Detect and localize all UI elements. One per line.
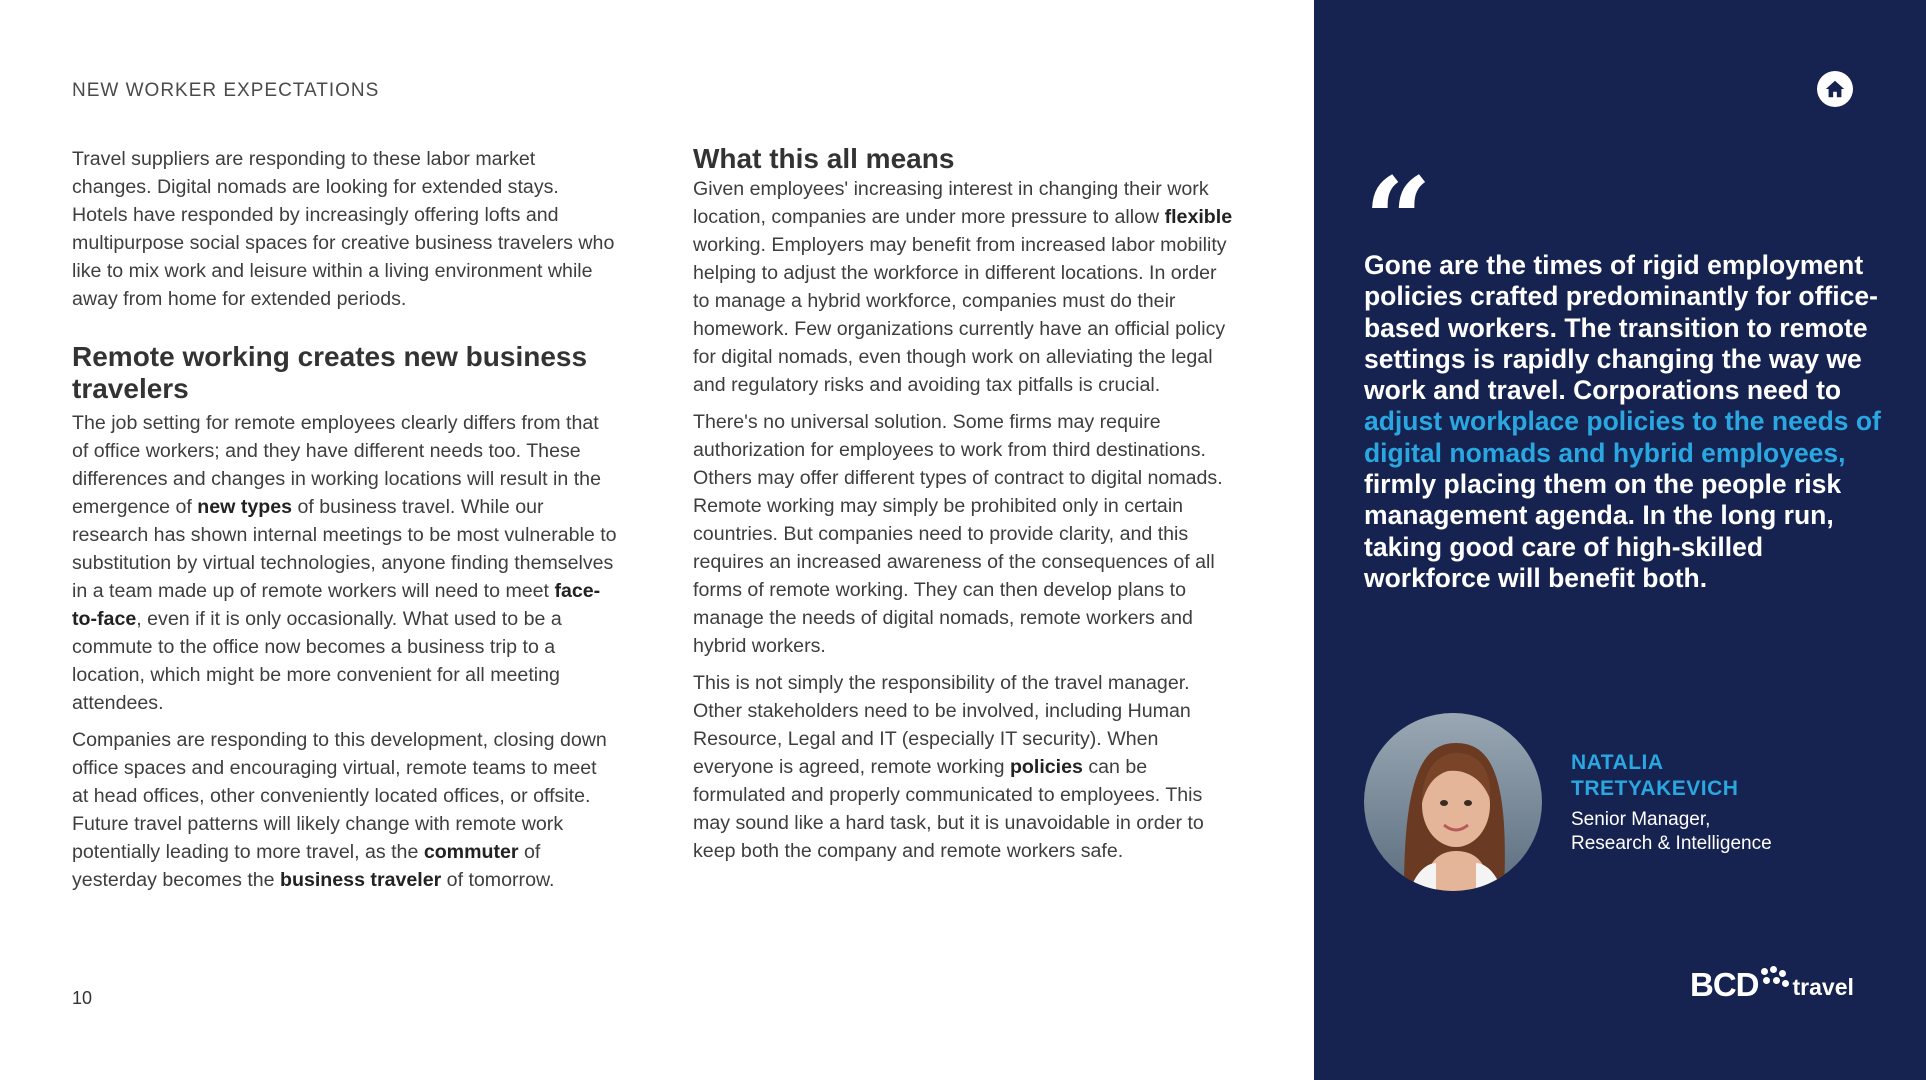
person-name: NATALIA TRETYAKEVICH [1571,751,1739,800]
middle-column [693,143,1238,874]
person-role [1571,808,1851,856]
logo-suffix: travel [1792,974,1854,1000]
quote-text: Gone are the times of rigid employment policies crafted predominantly for office-based workers. The transition to remote settings is rapidly changing the way we work and travel. Corporations need to adjust workplace policies to the needs of digital nomads and hybrid employees, firmly placing them on the people risk management agenda. In the long run, taking good care of high-skilled workforce will benefit both. [1364,250,1881,593]
means-paragraph-2: There's no universal solution. Some firms may require authorization for employees to work from third destinations. Others may offer different types of contract to digital nomads. Remote working may simply be prohibited only in certain countries. But companies need to provide clarity, and this requires an increased awareness of the consequences of all forms of remote working. They can then develop plans to manage the needs of digital nomads, remote workers and hybrid workers. [693,411,1223,657]
what-this-means-heading: What this all means [693,143,955,174]
logo-brand: BCD [1690,966,1759,1003]
intro-paragraph: Travel suppliers are responding to these labor market changes. Digital nomads are looking for extended stays. Hotels have responded by increasingly offering lofts and multipurpose social spaces for creative business travelers who like to mix work and leisure within a living environment while away from home for extended periods. [72,148,615,310]
means-paragraph-3: This is not simply the responsibility of the travel manager. Other stakeholders need to be involved, including Human Resource, Legal and IT (especially IT security). When everyone is agreed, remote working policies can be formulated and properly communicated to employees. This may sound like a hard task, but it is unavoidable in order to keep both the company and remote workers safe. [693,672,1204,862]
quote-icon: “ [1364,151,1432,290]
companies-paragraph: Companies are responding to this development, closing down office spaces and encouraging virtual, remote teams to meet at head offices, other conveniently located offices, or offsite. Future travel patterns will likely change with remote work potentially leading to more travel, as the commuter of yesterday becomes the business traveler of tomorrow. [72,729,607,891]
bcd-travel-logo [1690,968,1854,1002]
person-title: Senior Manager, [1571,809,1711,830]
remote-working-paragraph: The job setting for remote employees clearly differs from that of office workers; and they have different needs too. These differences and changes in working locations will result in the emergence of new types of business travel. While our research has shown internal meetings to be most vulnerable to substitution by virtual technologies, anyone finding themselves in a team made up of remote workers will need to meet face-to-face, even if it is only occasionally. What used to be a commute to the office now becomes a business trip to a location, which might be more convenient for all meeting attendees. [72,412,617,714]
home-button[interactable] [1817,71,1853,107]
left-column [72,145,617,903]
quote-highlight: adjust workplace policies to the needs of digital nomads and hybrid employees, [1364,406,1881,468]
avatar [1364,713,1542,891]
person-department: Research & Intelligence [1571,833,1772,854]
means-paragraph-1: Given employees' increasing interest in changing their work location, companies are under more pressure to allow flexible working. Employers may benefit from increased labor mobility helping to adjust the workforce in different locations. In order to manage a hybrid workforce, companies must do their homework. Few organizations currently have an official policy for digital nomads, even though work on alleviating the legal and regulatory risks and avoiding tax pitfalls is crucial. [693,178,1233,396]
home-icon [1824,78,1846,100]
page-number: 10 [72,988,93,1008]
remote-working-heading: Remote working creates new business travelers [72,341,588,404]
logo-dots-icon [1759,968,1791,1002]
section-label: NEW WORKER EXPECTATIONS [72,80,380,101]
